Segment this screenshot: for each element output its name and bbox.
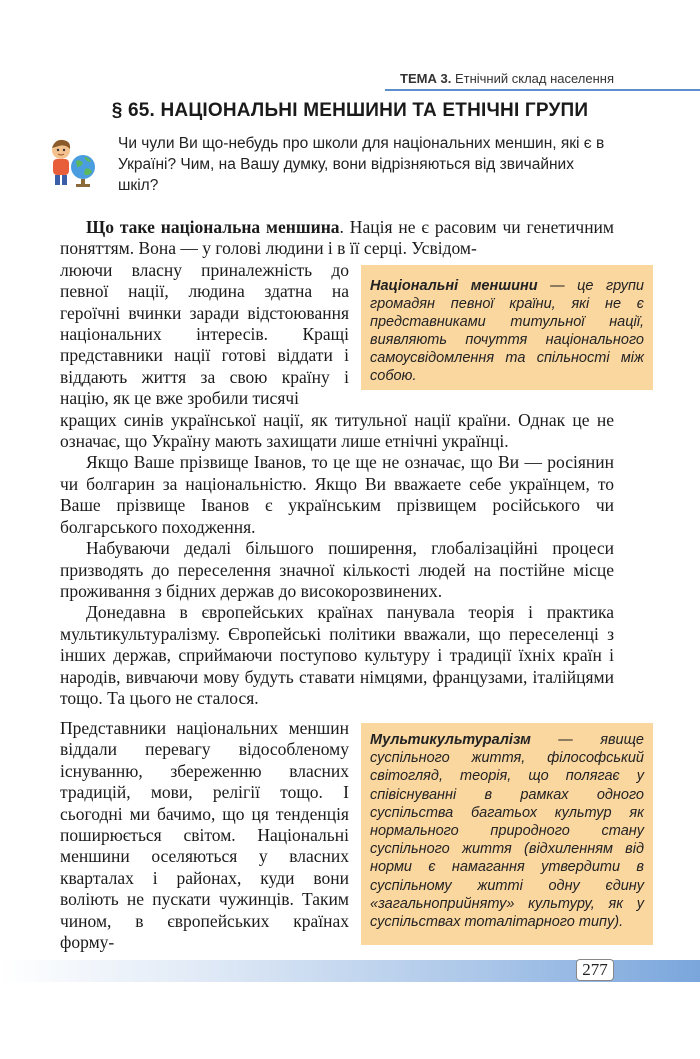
paragraph-1-lead: [60, 217, 614, 260]
running-header: [400, 71, 614, 86]
section-title: § 65. НАЦІОНАЛЬНІ МЕНШИНИ ТА ЕТНІЧНІ ГРУПИ: [111, 100, 589, 121]
paragraph-5: Представники національних меншин віддали перевагу відособленому існуванню, збереженню власних традицій, мови, релігії тощо. І сьогодні ми бачимо, що ця тенденція поширюється світом. Національні меншини оселяються у власних кварталах і районах, куди вони воліють не пускати чужинців. Таким чином, в європейських країнах форму-: [60, 718, 349, 953]
definition-box-national-minorities: [361, 265, 653, 390]
header-topic: ТЕМА 3.: [400, 71, 452, 86]
paragraph-2: Якщо Ваше прізвище Іванов, то це ще не означає, що Ви — росіянин чи болгарин за національністю. Якщо Ви вважаете себе українцем, то Ваше прізвище Іванов є українським прізвищем російського чи болгарського походження.: [60, 452, 614, 537]
definition-term: Мультикультуралізм: [370, 732, 531, 748]
header-rule: [385, 89, 700, 91]
secondary-text-column: [60, 718, 349, 953]
intro-question: Чи чули Ви що-небудь про школи для національних меншин, які є в Україні? Чим, на Вашу думку, вони відрізняються від звичайних шкіл?: [118, 135, 605, 194]
subsection-heading: Що таке національна меншина: [86, 217, 340, 237]
paragraph-1-lead-text: . Нація не є расовим чи генетичним поняттям. Вона — у голові людини і в її серці. Усвідом-: [60, 217, 614, 259]
page-number: 277: [576, 959, 614, 981]
paragraph-3: Набуваючи дедалі більшого поширення, глобалізаційні процеси призводять до переселення значної кількості людей на постійне місце проживання з бідних держав до високорозвинених.: [60, 538, 614, 601]
definition-box-multiculturalism: [361, 723, 653, 945]
paragraph-1-tail: кращих синів української нації, як титульної нації країни. Однак це не означає, що Україну мають захищати лише етнічні українці.: [60, 409, 614, 452]
paragraph-1-wrapped: люючи власну приналежність до певної нації, людина здатна на героїчні вчинки заради відстоювання національних інтересів. Кращі представники нації готові віддати і віддають життя за свою країну і націю, як це вже зробили тисячі: [60, 259, 349, 409]
student-globe-icon: [47, 137, 99, 189]
header-subtitle: Етнічний склад населення: [454, 71, 614, 86]
definition-text: — це групи громадян певної країни, які не є представниками титульної нації, виявляють почуття національного самоусвідомлення та спільності між собою.: [370, 278, 644, 384]
definition-text: — явище суспільного життя, філософський світогляд, теорія, що полягає у співіснуванні в рамках одного суспільства багатьох культур як нормального природного стану суспільного життя (відхиленням від норми є намагання утвердити в суспільному житті одну єдину «загальноприйняту» культуру, як у суспільствах тоталітарного типу).: [370, 732, 644, 931]
paragraph-4: Донедавна в європейських країнах панувала теорія і практика мультикультуралізму. Європейські політики вважали, що переселенці з інших держав, сприймаючи поступово культуру і традиції їхніх країн і народів, вивчаючи мову будуть ставати німцями, французами, італійцями тощо. Та цього не сталося.: [60, 602, 614, 708]
definition-term: Національні меншини: [370, 278, 538, 294]
